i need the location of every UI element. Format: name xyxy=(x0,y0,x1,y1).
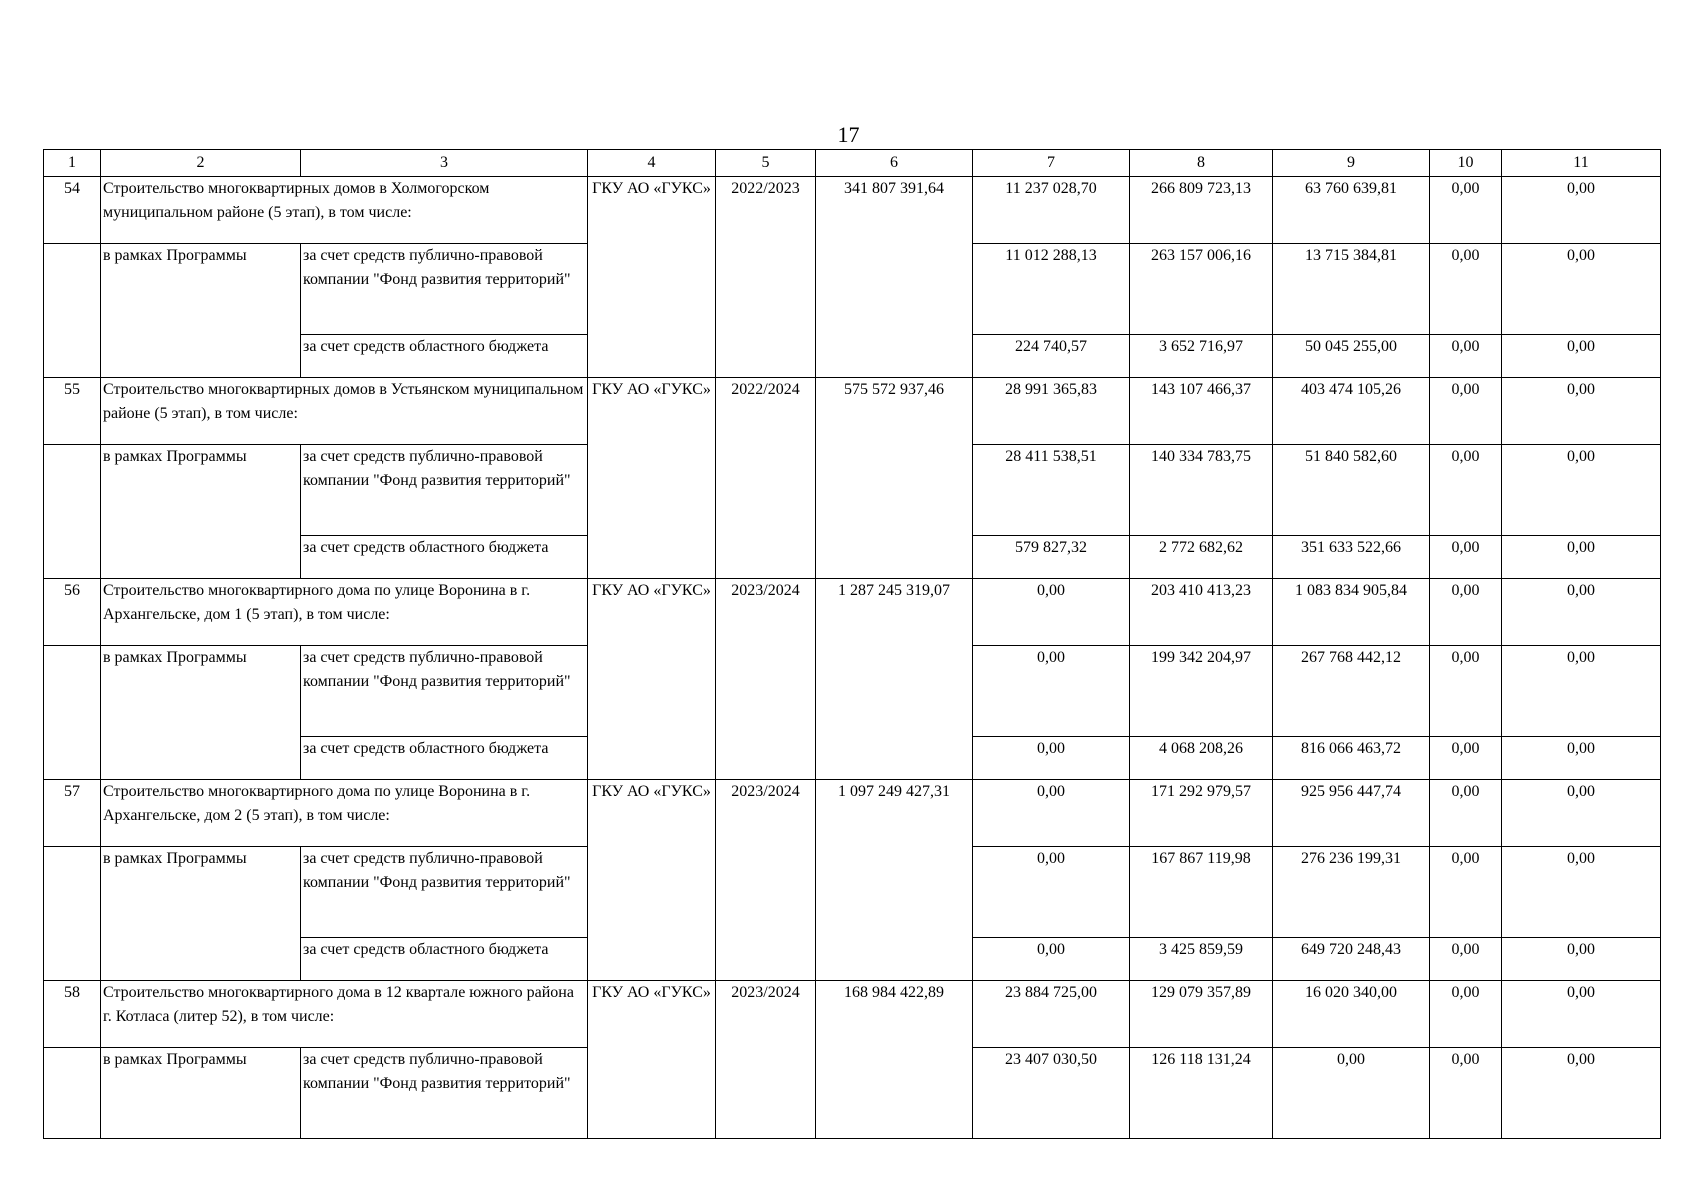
regional-source-label: за счет средств областного бюджета xyxy=(301,536,588,579)
total-value-cell: 0,00 xyxy=(1430,378,1502,445)
regional-value-cell: 0,00 xyxy=(1430,938,1502,981)
fund-value-cell: 0,00 xyxy=(1273,1048,1430,1139)
program-label: в рамках Программы xyxy=(101,244,301,378)
total-value-cell: 0,00 xyxy=(1430,579,1502,646)
table-body xyxy=(44,150,1661,1139)
entry-name: Строительство многоквартирного дома по улице Воронина в г. Архангельске, дом 1 (5 этап), в том числе: xyxy=(101,579,588,646)
entry-total-row xyxy=(44,981,1661,1048)
fund-value-cell: 0,00 xyxy=(1430,445,1502,536)
fund-value-cell: 0,00 xyxy=(973,646,1130,737)
col-header: 11 xyxy=(1502,150,1661,177)
entry-number: 58 xyxy=(44,981,101,1048)
fund-value-cell: 126 118 131,24 xyxy=(1130,1048,1273,1139)
fund-value-cell: 23 407 030,50 xyxy=(973,1048,1130,1139)
entry-organization: ГКУ АО «ГУКС» xyxy=(588,981,716,1139)
total-value-cell: 28 991 365,83 xyxy=(973,378,1130,445)
fund-source-label: за счет средств публично-правовой компании "Фонд развития территорий" xyxy=(301,1048,588,1139)
fund-source-label: за счет средств публично-правовой компании "Фонд развития территорий" xyxy=(301,847,588,938)
entry-number-empty xyxy=(44,445,101,579)
entry-number: 56 xyxy=(44,579,101,646)
fund-value-cell: 0,00 xyxy=(973,847,1130,938)
entry-total-cost: 341 807 391,64 xyxy=(816,177,973,378)
entry-total-row xyxy=(44,177,1661,244)
fund-value-cell: 28 411 538,51 xyxy=(973,445,1130,536)
fund-value-cell: 0,00 xyxy=(1502,1048,1661,1139)
fund-value-cell: 276 236 199,31 xyxy=(1273,847,1430,938)
regional-value-cell: 0,00 xyxy=(1502,335,1661,378)
program-label: в рамках Программы xyxy=(101,847,301,981)
total-value-cell: 0,00 xyxy=(973,579,1130,646)
entry-name: Строительство многоквартирного дома по улице Воронина в г. Архангельске, дом 2 (5 этап), в том числе: xyxy=(101,780,588,847)
regional-value-cell: 579 827,32 xyxy=(973,536,1130,579)
regional-value-cell: 0,00 xyxy=(1502,536,1661,579)
fund-value-cell: 51 840 582,60 xyxy=(1273,445,1430,536)
fund-value-cell: 0,00 xyxy=(1430,646,1502,737)
col-header: 10 xyxy=(1430,150,1502,177)
total-value-cell: 0,00 xyxy=(1502,780,1661,847)
regional-value-cell: 0,00 xyxy=(1430,737,1502,780)
total-value-cell: 266 809 723,13 xyxy=(1130,177,1273,244)
regional-value-cell: 224 740,57 xyxy=(973,335,1130,378)
regional-value-cell: 2 772 682,62 xyxy=(1130,536,1273,579)
entry-number-empty xyxy=(44,847,101,981)
entry-number: 57 xyxy=(44,780,101,847)
entry-organization: ГКУ АО «ГУКС» xyxy=(588,780,716,981)
total-value-cell: 925 956 447,74 xyxy=(1273,780,1430,847)
col-header: 6 xyxy=(816,150,973,177)
entry-name: Строительство многоквартирных домов в Холмогорском муниципальном районе (5 этап), в том числе: xyxy=(101,177,588,244)
regional-value-cell: 0,00 xyxy=(973,737,1130,780)
total-value-cell: 129 079 357,89 xyxy=(1130,981,1273,1048)
total-value-cell: 0,00 xyxy=(1502,981,1661,1048)
regional-value-cell: 50 045 255,00 xyxy=(1273,335,1430,378)
entry-organization: ГКУ АО «ГУКС» xyxy=(588,378,716,579)
fund-value-cell: 0,00 xyxy=(1502,646,1661,737)
entry-total-row xyxy=(44,780,1661,847)
entry-total-cost: 1 287 245 319,07 xyxy=(816,579,973,780)
fund-value-cell: 167 867 119,98 xyxy=(1130,847,1273,938)
regional-value-cell: 649 720 248,43 xyxy=(1273,938,1430,981)
regional-source-label: за счет средств областного бюджета xyxy=(301,737,588,780)
fund-source-label: за счет средств публично-правовой компании "Фонд развития территорий" xyxy=(301,244,588,335)
entry-name: Строительство многоквартирных домов в Устьянском муниципальном районе (5 этап), в том числе: xyxy=(101,378,588,445)
col-header: 1 xyxy=(44,150,101,177)
total-value-cell: 16 020 340,00 xyxy=(1273,981,1430,1048)
col-header: 8 xyxy=(1130,150,1273,177)
total-value-cell: 0,00 xyxy=(1502,177,1661,244)
program-label: в рамках Программы xyxy=(101,646,301,780)
fund-value-cell: 0,00 xyxy=(1502,445,1661,536)
entry-number: 55 xyxy=(44,378,101,445)
entry-number-empty xyxy=(44,244,101,378)
entry-period: 2023/2024 xyxy=(716,780,816,981)
entry-number-empty xyxy=(44,646,101,780)
entry-total-cost: 168 984 422,89 xyxy=(816,981,973,1139)
regional-value-cell: 4 068 208,26 xyxy=(1130,737,1273,780)
col-header: 3 xyxy=(301,150,588,177)
fund-value-cell: 13 715 384,81 xyxy=(1273,244,1430,335)
fund-value-cell: 0,00 xyxy=(1430,1048,1502,1139)
regional-value-cell: 0,00 xyxy=(1430,335,1502,378)
total-value-cell: 63 760 639,81 xyxy=(1273,177,1430,244)
entry-total-row xyxy=(44,579,1661,646)
entry-total-cost: 1 097 249 427,31 xyxy=(816,780,973,981)
entry-organization: ГКУ АО «ГУКС» xyxy=(588,579,716,780)
fund-value-cell: 267 768 442,12 xyxy=(1273,646,1430,737)
fund-value-cell: 263 157 006,16 xyxy=(1130,244,1273,335)
entry-period: 2022/2024 xyxy=(716,378,816,579)
fund-value-cell: 0,00 xyxy=(1502,847,1661,938)
entry-number-empty xyxy=(44,1048,101,1139)
total-value-cell: 0,00 xyxy=(1430,780,1502,847)
total-value-cell: 0,00 xyxy=(1502,579,1661,646)
fund-value-cell: 11 012 288,13 xyxy=(973,244,1130,335)
total-value-cell: 0,00 xyxy=(1502,378,1661,445)
entry-name: Строительство многоквартирного дома в 12 квартале южного района г. Котласа (литер 52), в том числе: xyxy=(101,981,588,1048)
entry-number: 54 xyxy=(44,177,101,244)
regional-value-cell: 3 425 859,59 xyxy=(1130,938,1273,981)
regional-value-cell: 0,00 xyxy=(1502,938,1661,981)
total-value-cell: 0,00 xyxy=(973,780,1130,847)
entry-total-cost: 575 572 937,46 xyxy=(816,378,973,579)
fund-source-label: за счет средств публично-правовой компании "Фонд развития территорий" xyxy=(301,646,588,737)
entry-period: 2023/2024 xyxy=(716,981,816,1139)
fund-value-cell: 0,00 xyxy=(1430,847,1502,938)
entry-total-row xyxy=(44,378,1661,445)
col-header: 5 xyxy=(716,150,816,177)
page-number: 17 xyxy=(837,122,860,147)
regional-value-cell: 0,00 xyxy=(973,938,1130,981)
regional-value-cell: 0,00 xyxy=(1502,737,1661,780)
col-header: 9 xyxy=(1273,150,1430,177)
total-value-cell: 11 237 028,70 xyxy=(973,177,1130,244)
budget-table xyxy=(43,149,1661,1139)
entry-organization: ГКУ АО «ГУКС» xyxy=(588,177,716,378)
total-value-cell: 171 292 979,57 xyxy=(1130,780,1273,847)
regional-source-label: за счет средств областного бюджета xyxy=(301,335,588,378)
column-header-row xyxy=(44,150,1661,177)
fund-value-cell: 140 334 783,75 xyxy=(1130,445,1273,536)
fund-source-label: за счет средств публично-правовой компании "Фонд развития территорий" xyxy=(301,445,588,536)
program-label: в рамках Программы xyxy=(101,445,301,579)
total-value-cell: 0,00 xyxy=(1430,177,1502,244)
fund-value-cell: 0,00 xyxy=(1502,244,1661,335)
entry-period: 2022/2023 xyxy=(716,177,816,378)
fund-value-cell: 0,00 xyxy=(1430,244,1502,335)
entry-period: 2023/2024 xyxy=(716,579,816,780)
program-label: в рамках Программы xyxy=(101,1048,301,1139)
total-value-cell: 23 884 725,00 xyxy=(973,981,1130,1048)
total-value-cell: 1 083 834 905,84 xyxy=(1273,579,1430,646)
col-header: 2 xyxy=(101,150,301,177)
regional-source-label: за счет средств областного бюджета xyxy=(301,938,588,981)
col-header: 4 xyxy=(588,150,716,177)
total-value-cell: 203 410 413,23 xyxy=(1130,579,1273,646)
regional-value-cell: 816 066 463,72 xyxy=(1273,737,1430,780)
regional-value-cell: 351 633 522,66 xyxy=(1273,536,1430,579)
total-value-cell: 0,00 xyxy=(1430,981,1502,1048)
col-header: 7 xyxy=(973,150,1130,177)
fund-value-cell: 199 342 204,97 xyxy=(1130,646,1273,737)
regional-value-cell: 0,00 xyxy=(1430,536,1502,579)
total-value-cell: 143 107 466,37 xyxy=(1130,378,1273,445)
regional-value-cell: 3 652 716,97 xyxy=(1130,335,1273,378)
total-value-cell: 403 474 105,26 xyxy=(1273,378,1430,445)
